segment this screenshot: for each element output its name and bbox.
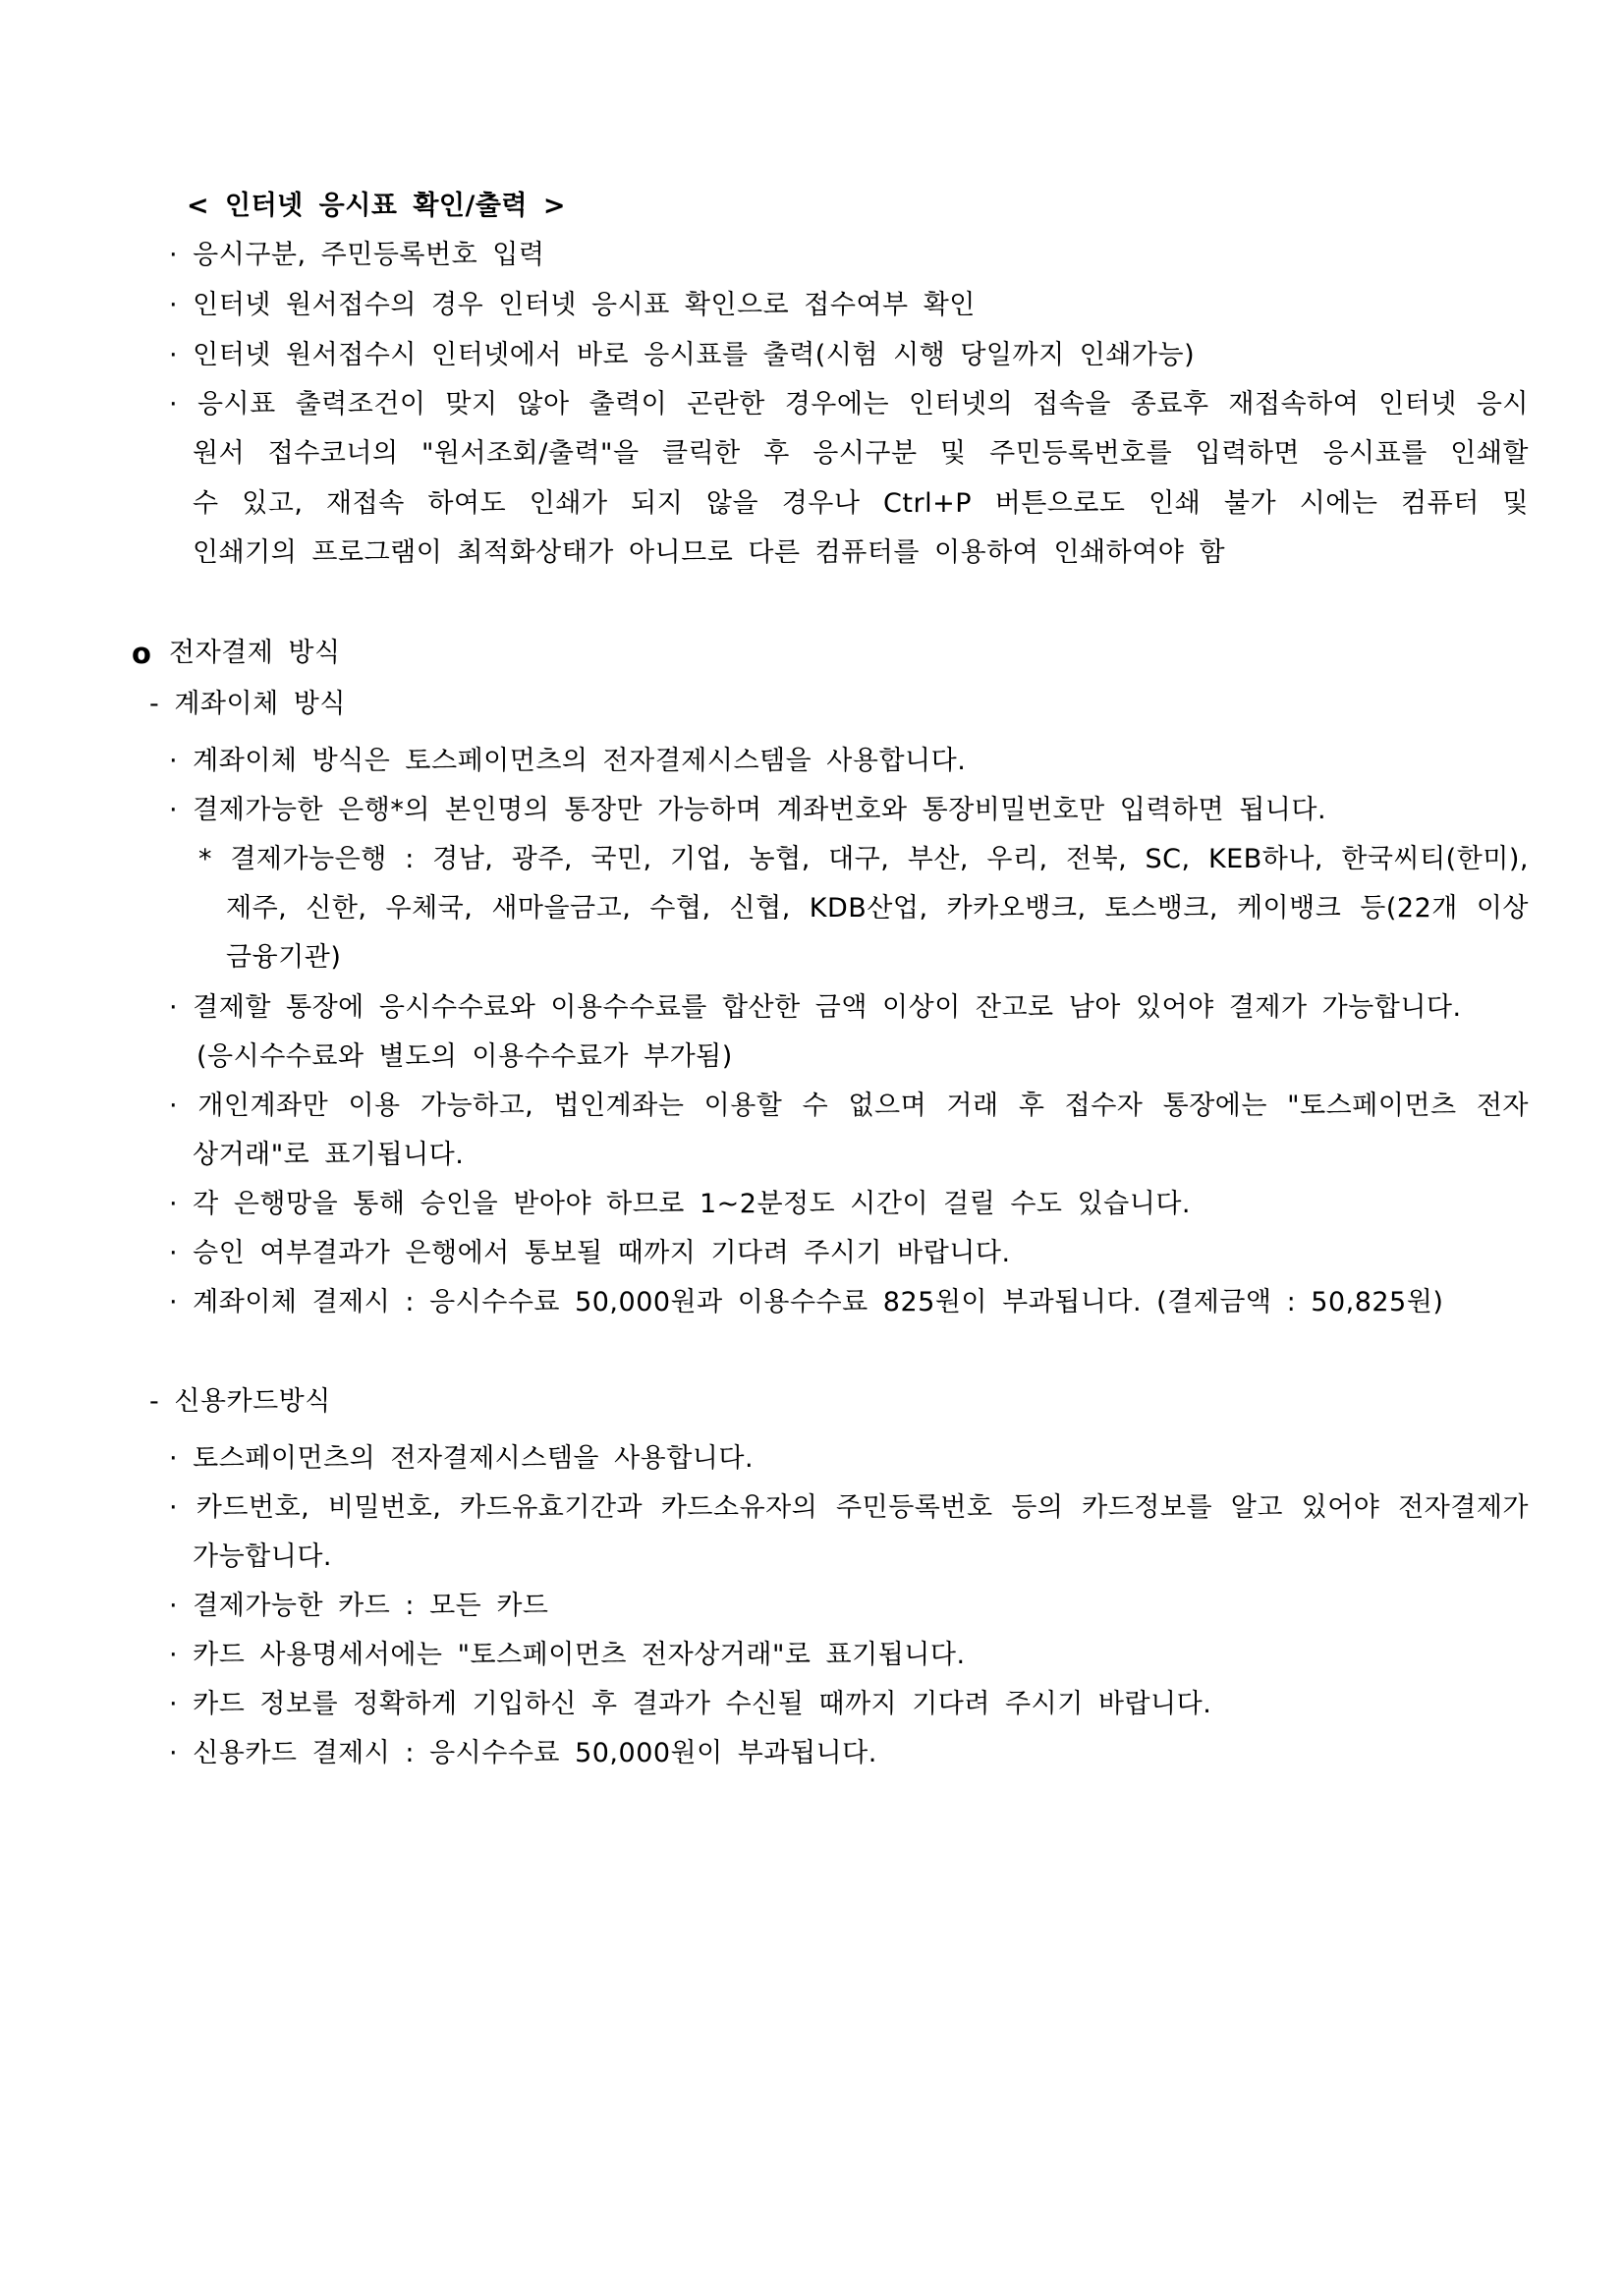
ticket-long-item-line: 수 있고, 재접속 하여도 인쇄가 되지 않을 경우나 Ctrl+P 버튼으로도 인쇄 불가 시에는 컴퓨터 및	[193, 488, 1529, 519]
card-item-continuation: 가능합니다.	[193, 1541, 332, 1572]
credit-card-title: - 신용카드방식	[149, 1386, 331, 1417]
card-item: · 결제가능한 카드 : 모든 카드	[169, 1591, 549, 1621]
card-item: · 카드 사용명세서에는 "토스페이먼츠 전자상거래"로 표기됩니다.	[169, 1640, 966, 1670]
ticket-long-item-line: 인쇄기의 프로그램이 최적화상태가 아니므로 다른 컴퓨터를 이용하여 인쇄하여야 함	[193, 537, 1226, 568]
bank-item-continuation: 상거래"로 표기됩니다.	[193, 1140, 465, 1170]
bank-transfer-title: - 계좌이체 방식	[149, 689, 346, 719]
ticket-item: · 인터넷 원서접수의 경우 인터넷 응시표 확인으로 접수여부 확인	[169, 290, 976, 320]
ticket-item: · 응시구분, 주민등록번호 입력	[169, 240, 545, 270]
card-item: · 토스페이먼츠의 전자결제시스템을 사용합니다.	[169, 1443, 755, 1474]
bank-item: · 결제가능한 은행*의 본인명의 통장만 가능하며 계좌번호와 통장비밀번호만 입력하면 됩니다.	[169, 795, 1327, 825]
ticket-heading: < 인터넷 응시표 확인/출력 >	[187, 191, 567, 221]
ticket-long-item-line: 원서 접수코너의 "원서조회/출력"을 클릭한 후 응시구분 및 주민등록번호를 입력하면 응시표를 인쇄할	[193, 438, 1529, 469]
bank-item-continuation: (응시수수료와 별도의 이용수수료가 부가됨)	[196, 1041, 733, 1072]
available-banks-line: 금융기관)	[226, 942, 342, 973]
bank-item: · 계좌이체 결제시 : 응시수수료 50,000원과 이용수수료 825원이 부과됩니다. (결제금액 : 50,825원)	[169, 1287, 1444, 1317]
bank-item: · 계좌이체 방식은 토스페이먼츠의 전자결제시스템을 사용합니다.	[169, 746, 967, 776]
available-banks-line: * 결제가능은행 : 경남, 광주, 국민, 기업, 농협, 대구, 부산, 우리, 전북, SC, KEB하나, 한국씨티(한미),	[198, 844, 1529, 874]
card-item: · 카드 정보를 정확하게 기입하신 후 결과가 수신될 때까지 기다려 주시기 바랍니다.	[169, 1689, 1212, 1719]
payment-section-title: 전자결제 방식	[169, 638, 341, 668]
bank-item: · 승인 여부결과가 은행에서 통보될 때까지 기다려 주시기 바랍니다.	[169, 1238, 1011, 1268]
section-bullet: o	[132, 637, 151, 670]
card-item: · 신용카드 결제시 : 응시수수료 50,000원이 부과됩니다.	[169, 1738, 877, 1768]
bank-item: · 개인계좌만 이용 가능하고, 법인계좌는 이용할 수 없으며 거래 후 접수자 통장에는 "토스페이먼츠 전자	[169, 1091, 1529, 1121]
available-banks-line: 제주, 신한, 우체국, 새마을금고, 수협, 신협, KDB산업, 카카오뱅크, 토스뱅크, 케이뱅크 등(22개 이상	[226, 893, 1529, 924]
ticket-long-item-line: · 응시표 출력조건이 맞지 않아 출력이 곤란한 경우에는 인터넷의 접속을 종료후 재접속하여 인터넷 응시	[169, 389, 1529, 420]
bank-item: · 결제할 통장에 응시수수료와 이용수수료를 합산한 금액 이상이 잔고로 남아 있어야 결제가 가능합니다.	[169, 992, 1462, 1023]
bank-item: · 각 은행망을 통해 승인을 받아야 하므로 1~2분정도 시간이 걸릴 수도 있습니다.	[169, 1189, 1192, 1219]
ticket-item: · 인터넷 원서접수시 인터넷에서 바로 응시표를 출력(시험 시행 당일까지 인쇄가능)	[169, 340, 1196, 370]
card-item: · 카드번호, 비밀번호, 카드유효기간과 카드소유자의 주민등록번호 등의 카드정보를 알고 있어야 전자결제가	[169, 1492, 1529, 1523]
